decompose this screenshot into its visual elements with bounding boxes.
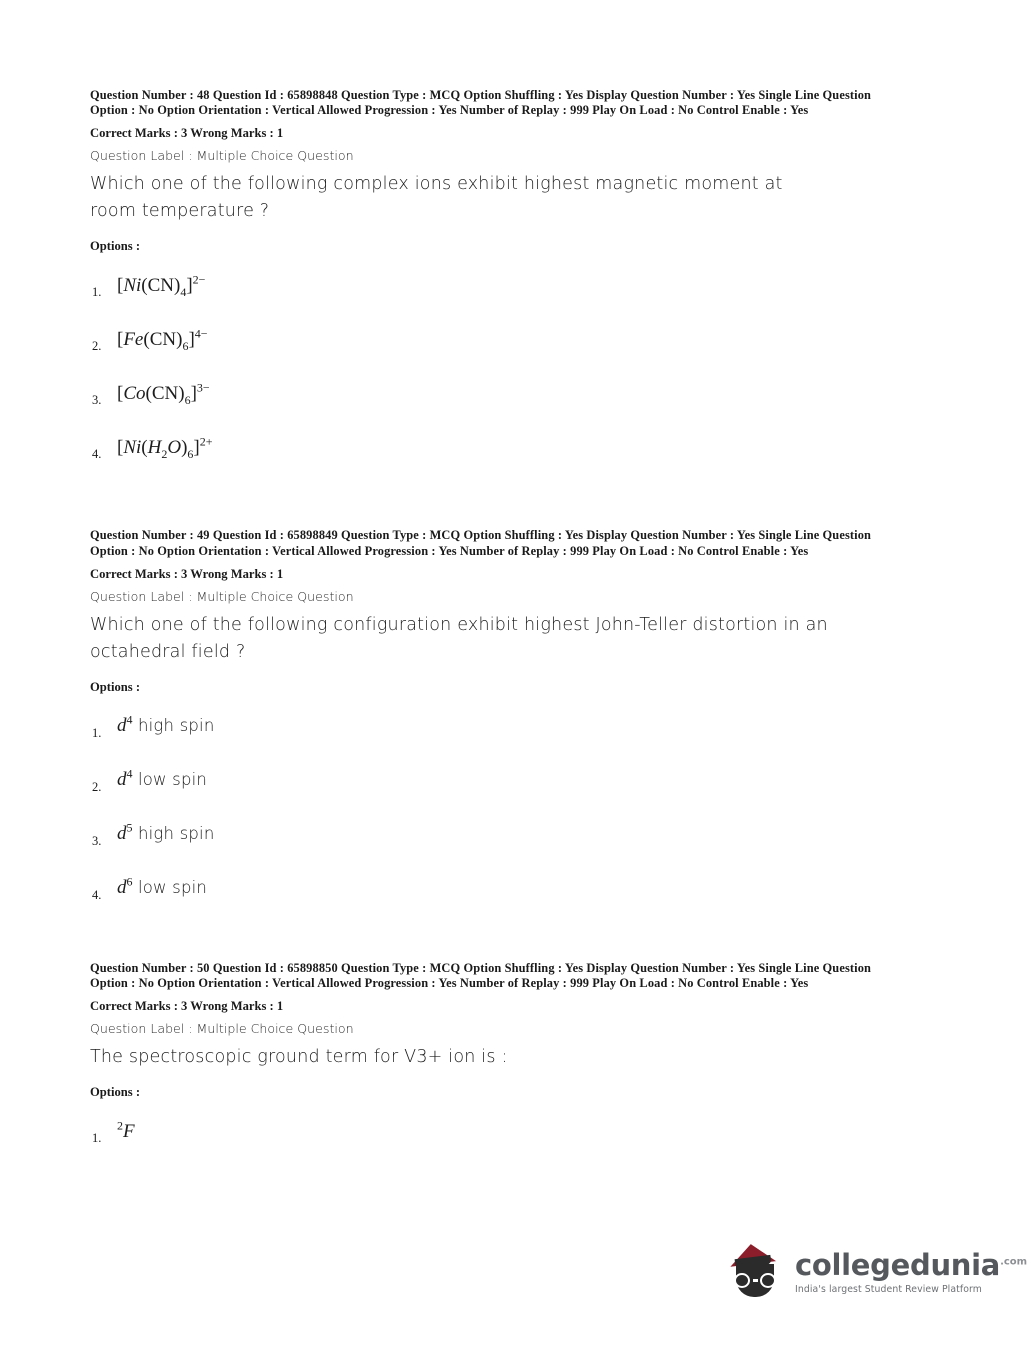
option-number: 1. <box>92 1131 102 1146</box>
option-number: 4. <box>92 887 102 902</box>
question-block-48 <box>90 88 911 470</box>
option-item[interactable] <box>90 759 911 803</box>
option-item[interactable] <box>90 705 911 749</box>
option-item[interactable] <box>90 1110 911 1154</box>
brand-tagline: India's largest Student Review Platform <box>795 1284 982 1296</box>
question-label: Question Label : Multiple Choice Question <box>90 588 354 604</box>
question-block-50 <box>90 961 911 1154</box>
section-gap <box>90 470 911 528</box>
option-number: 3. <box>92 833 102 848</box>
graduate-logo-icon <box>725 1242 787 1304</box>
option-item[interactable] <box>90 426 911 470</box>
question-block-49 <box>90 528 911 910</box>
option-text: $d^4$ high spin <box>117 712 215 737</box>
option-text: $[Co(CN)_6]^{3-}$ <box>117 380 210 407</box>
option-text: $[Fe(CN)_6]^{4-}$ <box>117 326 208 353</box>
brand-suffix: .com <box>1000 1256 1027 1268</box>
option-number: 1. <box>92 285 102 300</box>
option-item[interactable] <box>90 813 911 857</box>
option-text: $d^5$ high spin <box>117 820 215 845</box>
question-meta: Question Number : 49 Question Id : 65898849 Question Type : MCQ Option Shuffling : Yes Display Question Number : Yes Single Line Question Option : No Option Orientation : Vertical Allowed Progression : Yes Number of Replay : 999 Play On Load : No Control Enable : Yes <box>90 528 872 558</box>
option-item[interactable] <box>90 372 911 416</box>
question-meta: Question Number : 48 Question Id : 65898848 Question Type : MCQ Option Shuffling : Yes Display Question Number : Yes Single Line Question Option : No Option Orientation : Vertical Allowed Progression : Yes Number of Replay : 999 Play On Load : No Control Enable : Yes <box>90 88 872 118</box>
option-text: $[Ni(H_2O)_6]^{2+}$ <box>117 434 213 461</box>
option-item[interactable] <box>90 264 911 308</box>
brand-name <box>795 1248 1027 1283</box>
option-text: $^2$F <box>117 1118 135 1142</box>
question-label: Question Label : Multiple Choice Question <box>90 148 354 164</box>
option-number: 4. <box>92 447 102 462</box>
option-number: 3. <box>92 393 102 408</box>
brand-label: collegedunia <box>795 1248 1001 1283</box>
options-label: Options : <box>90 239 141 254</box>
option-item[interactable] <box>90 867 911 911</box>
question-text: The spectroscopic ground term for V3+ ion is : <box>90 1047 508 1068</box>
option-number: 1. <box>92 725 102 740</box>
section-gap <box>90 911 911 961</box>
option-number: 2. <box>92 779 102 794</box>
option-text: $d^6$ low spin <box>117 874 208 899</box>
question-marks: Correct Marks : 3 Wrong Marks : 1 <box>90 566 284 581</box>
question-marks: Correct Marks : 3 Wrong Marks : 1 <box>90 126 284 141</box>
question-meta: Question Number : 50 Question Id : 65898850 Question Type : MCQ Option Shuffling : Yes Display Question Number : Yes Single Line Question Option : No Option Orientation : Vertical Allowed Progression : Yes Number of Replay : 999 Play On Load : No Control Enable : Yes <box>90 960 872 991</box>
option-text: $d^4$ low spin <box>117 766 208 791</box>
question-label: Question Label : Multiple Choice Question <box>90 1021 354 1037</box>
option-item[interactable] <box>90 318 911 362</box>
options-label: Options : <box>90 1085 141 1100</box>
question-text: Which one of the following complex ions exhibit highest magnetic moment at room temperature ? <box>90 174 783 222</box>
collegedunia-watermark <box>725 1242 1027 1320</box>
options-label: Options : <box>90 679 141 694</box>
option-number: 2. <box>92 339 102 354</box>
question-marks: Correct Marks : 3 Wrong Marks : 1 <box>90 999 284 1014</box>
option-text: $[Ni(CN)_4]^{2-}$ <box>117 272 206 299</box>
question-text: Which one of the following configuration exhibit highest John-Teller distortion in an octahedral field ? <box>90 614 828 662</box>
